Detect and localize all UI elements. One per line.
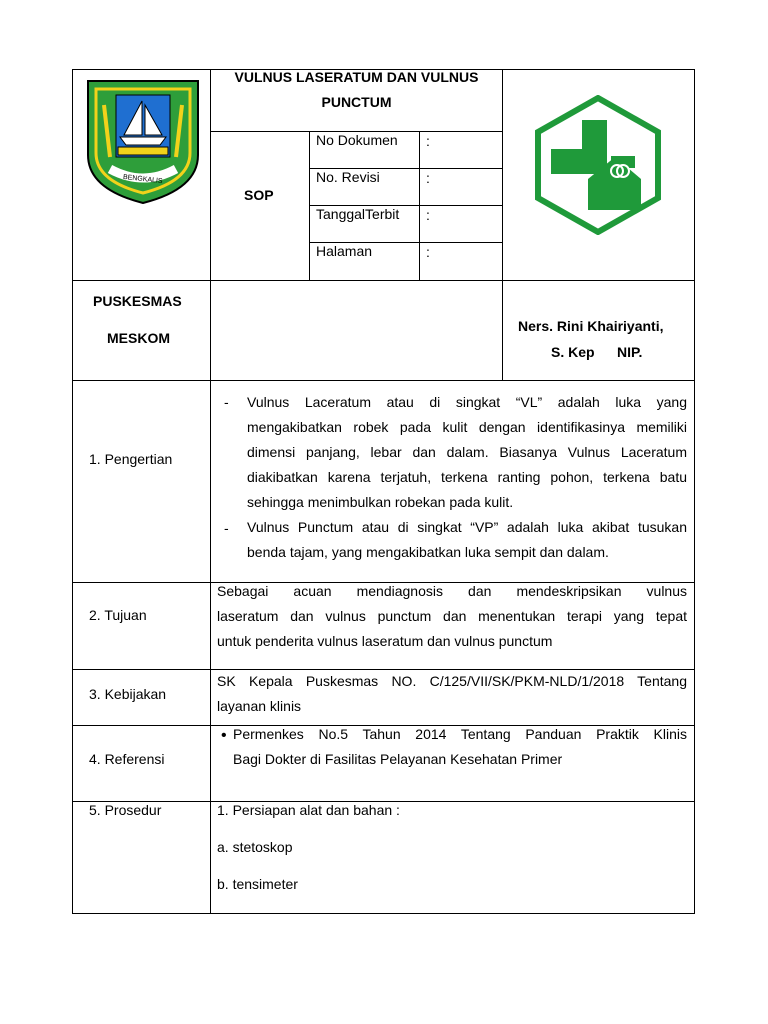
tujuan-line: Sebagai acuan mendiagnosis dan mendeskripsikan vulnus: [217, 583, 687, 599]
sop-label: SOP: [244, 187, 274, 203]
prosedur-line: 1. Persiapan alat dan bahan :: [217, 802, 400, 818]
meta-sep-halaman: :: [426, 244, 430, 260]
tujuan-line: laseratum dan vulnus punctum dan menentukan terapi yang tepat: [217, 608, 687, 624]
referensi-bullet: •: [221, 727, 227, 744]
prosedur-line: a. stetoskop: [217, 839, 293, 855]
signer-name: Ners. Rini Khairiyanti,: [518, 318, 664, 334]
pengertian-line: Vulnus Laceratum atau di singkat “VL” adalah luka yang: [247, 394, 687, 410]
pengertian-line: benda tajam, yang mengakibatkan luka sempit dan dalam.: [247, 544, 609, 560]
meta-sep-no-revisi: :: [426, 170, 430, 186]
tujuan-line: untuk penderita vulnus laseratum dan vulnus punctum: [217, 633, 553, 649]
document-title-line2: PUNCTUM: [321, 94, 392, 110]
pengertian-line: diakibatkan karena terjatuh, terkena ranting pohon, terkena batu: [247, 469, 687, 485]
pengertian-bullet-1: -: [224, 394, 229, 410]
regency-emblem: [84, 77, 202, 207]
meta-sep-tanggal-terbit: :: [426, 207, 430, 223]
kebijakan-line: SK Kepala Puskesmas NO. C/125/VII/SK/PKM-NLD/1/2018 Tentang: [217, 673, 687, 689]
meta-label-no-dokumen: No Dokumen: [316, 132, 398, 148]
kebijakan-text: [217, 669, 687, 719]
meta-label-halaman: Halaman: [316, 243, 373, 259]
section-label-referensi: 4. Referensi: [89, 751, 165, 767]
pengertian-line: dimensi panjang, lebar dan dalam. Biasanya Vulnus Laceratum: [247, 444, 687, 460]
signer-title: S. Kep: [551, 344, 595, 360]
pengertian-line: Vulnus Punctum atau di singkat “VP” adalah luka akibat tusukan: [247, 519, 687, 535]
puskesmas-logo: [533, 95, 663, 235]
pengertian-item-1: [247, 390, 687, 515]
emblem-ribbon-text: BENGKALIS: [122, 173, 163, 186]
meta-sep-no-dokumen: :: [426, 133, 430, 149]
section-label-tujuan: 2. Tujuan: [89, 607, 147, 623]
tujuan-text: [217, 579, 687, 654]
org-name-line1: PUSKESMAS: [93, 293, 182, 309]
referensi-line: Bagi Dokter di Fasilitas Pelayanan Kesehatan Primer: [233, 751, 563, 767]
section-label-kebijakan: 3. Kebijakan: [89, 686, 167, 702]
referensi-line: Permenkes No.5 Tahun 2014 Tentang Panduan Praktik Klinis: [233, 726, 687, 742]
pengertian-bullet-2: -: [224, 520, 229, 536]
org-name-line2: MESKOM: [107, 330, 170, 346]
section-label-pengertian: 1. Pengertian: [89, 451, 173, 467]
kebijakan-line: layanan klinis: [217, 698, 302, 714]
document-title-line1: VULNUS LASERATUM DAN VULNUS: [234, 69, 479, 85]
signer-nip: NIP.: [617, 344, 643, 360]
pengertian-line: mengakibatkan robek pada kulit dengan identifikasinya memiliki: [247, 419, 687, 435]
section-label-prosedur: 5. Prosedur: [89, 802, 162, 818]
prosedur-line: b. tensimeter: [217, 876, 298, 892]
meta-label-tanggal-terbit: TanggalTerbit: [316, 206, 400, 222]
meta-label-no-revisi: No. Revisi: [316, 169, 380, 185]
referensi-text: [233, 722, 687, 772]
pengertian-line: sehingga menimbulkan robekan pada kulit.: [247, 494, 514, 510]
pengertian-item-2: [247, 515, 687, 565]
